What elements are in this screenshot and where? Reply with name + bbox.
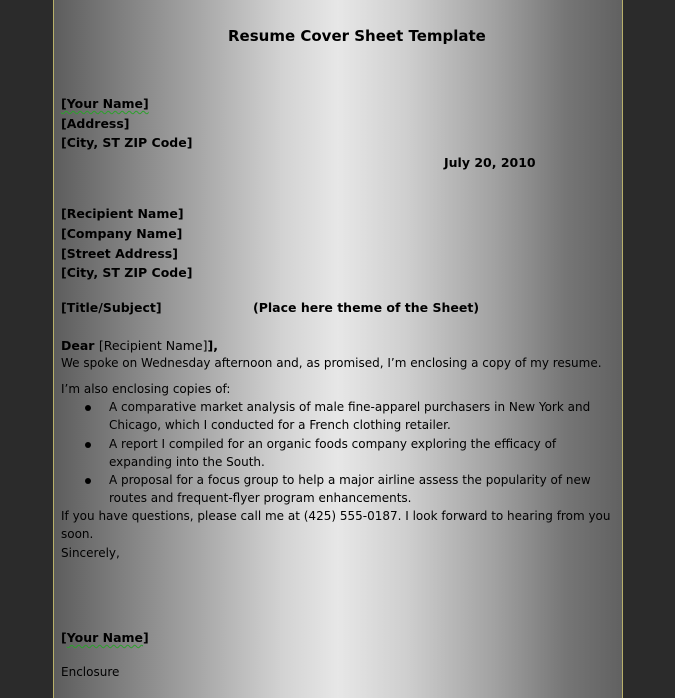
signature-name-text: Your Name — [66, 630, 144, 645]
bullet-2-line-1: A report I compiled for an organic foods company exploring the efficacy of — [109, 437, 557, 451]
document-page — [53, 0, 623, 698]
sender-address: [Address] — [61, 116, 130, 131]
recipient-city: [City, ST ZIP Code] — [61, 265, 193, 280]
salutation-recipient: [Recipient Name] — [98, 338, 208, 353]
salutation — [61, 338, 218, 353]
bullet-3-line-1: A proposal for a focus group to help a major airline assess the popularity of new — [109, 473, 591, 487]
bullet-marker — [85, 405, 91, 411]
salutation-dear: Dear — [61, 338, 99, 353]
signature-name — [61, 630, 149, 645]
subject-label: [Title/Subject] — [61, 300, 162, 315]
bullet-1-line-1: A comparative market analysis of male fine-apparel purchasers in New York and — [109, 400, 591, 414]
bullet-marker — [85, 442, 91, 448]
salutation-punct: ], — [207, 338, 218, 353]
body-line-1: We spoke on Wednesday afternoon and, as promised, I’m enclosing a copy of my resume. — [61, 356, 602, 370]
subject-placeholder: (Place here theme of the Sheet) — [253, 300, 480, 315]
sender-name-text: [Your Name] — [61, 96, 149, 111]
body-line-2: I’m also enclosing copies of: — [61, 382, 231, 396]
signature-bracket-open: [ — [61, 630, 67, 645]
closing-line-2: soon. — [61, 527, 94, 541]
letter-date: July 20, 2010 — [444, 155, 536, 170]
closing-line-1: If you have questions, please call me at (425) 555-0187. I look forward to hearing from you — [61, 509, 611, 523]
bullet-2-line-2: expanding into the South. — [109, 455, 265, 469]
bullet-3-line-2: routes and frequent-flyer program enhancements. — [109, 491, 412, 505]
sender-city: [City, ST ZIP Code] — [61, 135, 193, 150]
document-title: Resume Cover Sheet Template — [228, 27, 486, 45]
signature-bracket-close: ] — [143, 630, 149, 645]
sender-name — [61, 96, 149, 111]
recipient-name: [Recipient Name] — [61, 206, 184, 221]
recipient-company: [Company Name] — [61, 226, 183, 241]
bullet-1-line-2: Chicago, which I conducted for a French clothing retailer. — [109, 418, 451, 432]
recipient-street: [Street Address] — [61, 246, 178, 261]
bullet-marker — [85, 478, 91, 484]
signoff: Sincerely, — [61, 546, 120, 560]
enclosure-note: Enclosure — [61, 665, 120, 679]
